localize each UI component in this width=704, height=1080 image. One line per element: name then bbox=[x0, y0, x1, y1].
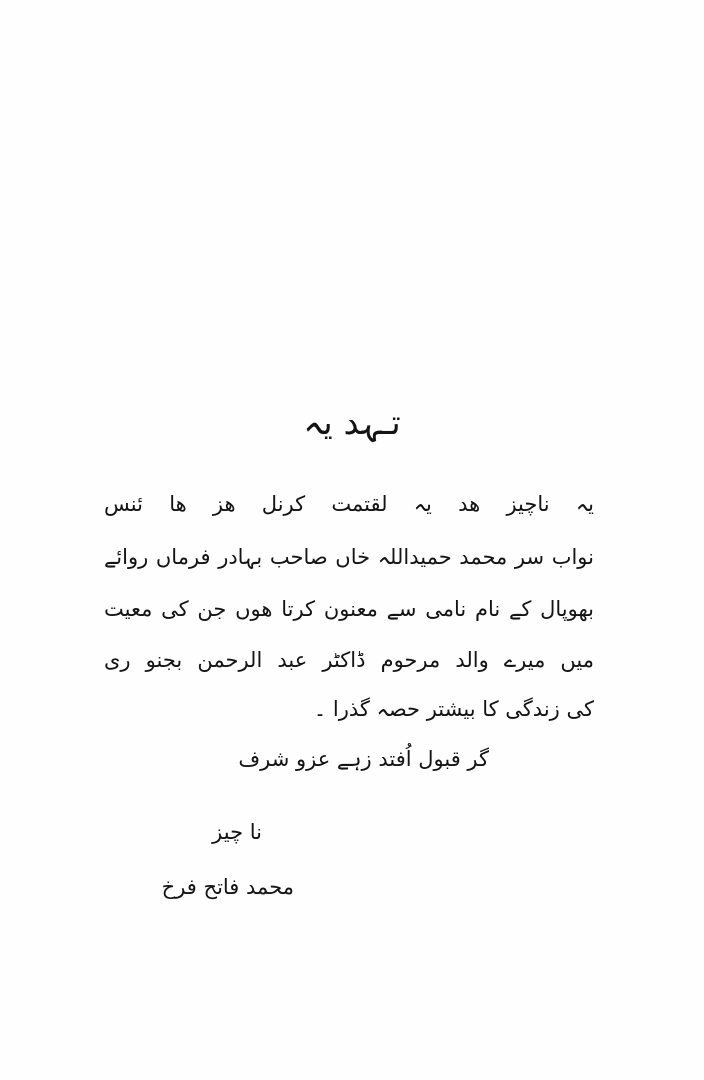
dedication-line-4: میں میرے والد مرحوم ڈاکٹر عبد الرحمن بجنو ری bbox=[104, 648, 594, 672]
dedication-title: تـہد یہ bbox=[303, 403, 401, 443]
closing-verse: گر قبول اُفتد زہے عزو شرف bbox=[238, 747, 489, 771]
dedication-line-5: کی زندگی کا بیشتر حصہ گذرا ۔ bbox=[313, 697, 594, 721]
dedication-line-2: نواب سر محمد حمیداللہ خاں صاحب بہادر فرماں روائے bbox=[104, 545, 594, 569]
signature-humble: نا چیز bbox=[212, 820, 262, 844]
dedication-line-3: بھوپال کے نام نامی سے معنون کرتا ھوں جن کی معیت bbox=[104, 597, 594, 621]
dedication-line-1: یہ ناچیز ھد یہ لقتمت کرنل ھز ھا ئنس bbox=[104, 492, 594, 516]
signature-name: محمد فاتح فرخ bbox=[161, 875, 294, 899]
